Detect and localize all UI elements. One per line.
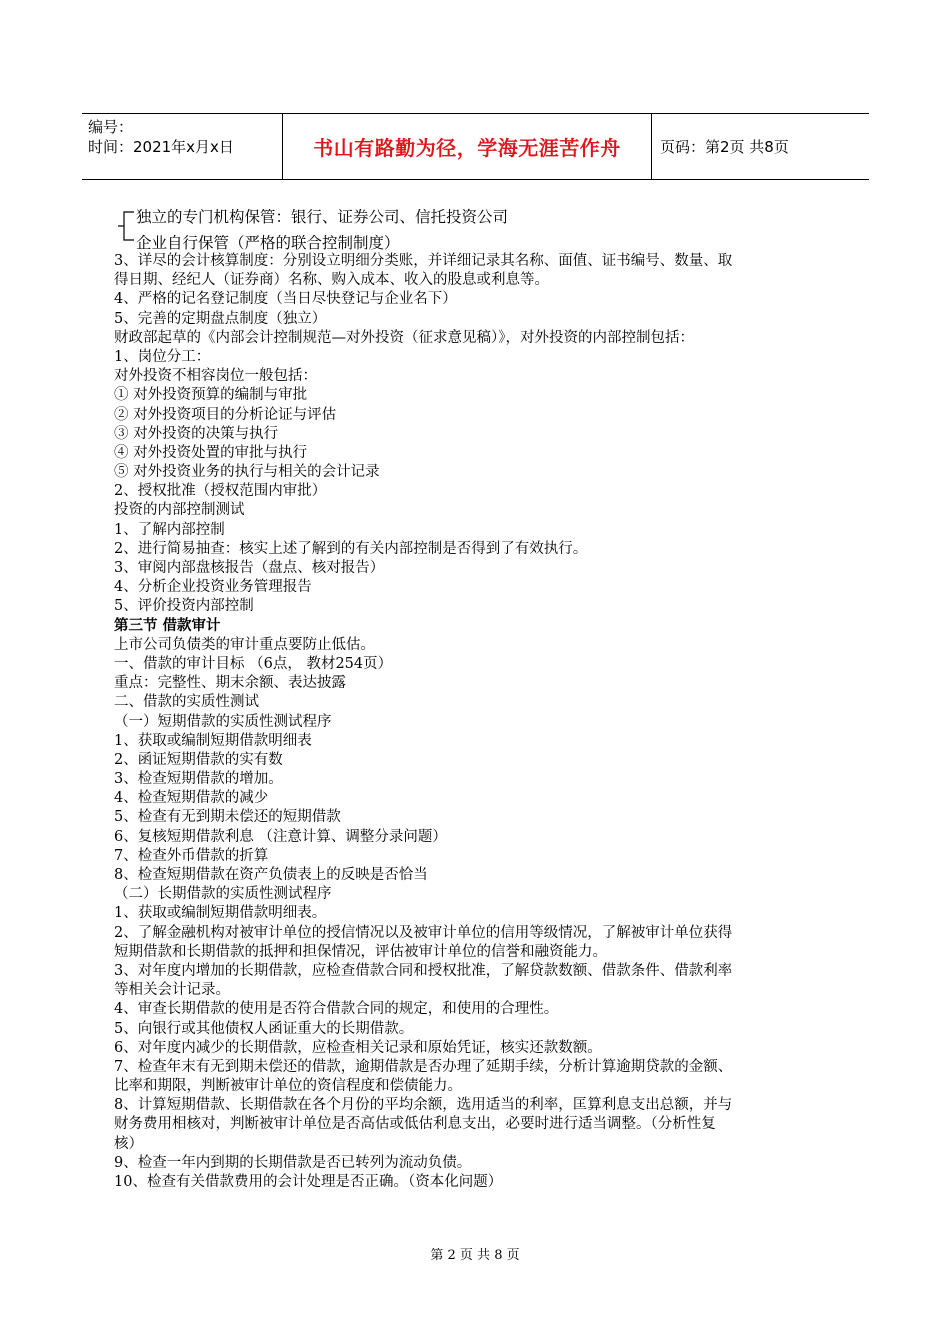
text-line: 3、详尽的会计核算制度：分别设立明细分类账，并详细记录其名称、面值、证书编号、数量、取	[114, 253, 733, 269]
text-line: 10、检查有关借款费用的会计处理是否正确。（资本化问题）	[114, 1174, 503, 1190]
text-line: 5、向银行或其他债权人函证重大的长期借款。	[114, 1020, 414, 1037]
text-line: 得日期、经纪人（证券商）名称、购入成本、收入的股息或利息等。	[114, 272, 549, 289]
document-body	[114, 252, 842, 1192]
text-line: 比率和期限，判断被审计单位的资信程度和偿债能力。	[114, 1078, 462, 1095]
text-line: ① 对外投资预算的编制与审批	[114, 387, 308, 404]
page-footer: 第 2 页 共 8 页	[430, 1248, 520, 1263]
brace-icon	[116, 206, 136, 246]
text-line: 6、复核短期借款利息 （注意计算、调整分录问题）	[114, 828, 447, 845]
text-line: 投资的内部控制测试	[114, 502, 245, 519]
custody-tree	[116, 202, 636, 254]
text-line: 8、检查短期借款在资产负债表上的反映是否恰当	[114, 867, 428, 883]
text-line: 4、严格的记名登记制度（当日尽快登记与企业名下）	[114, 291, 457, 308]
text-line: 财政部起草的《内部会计控制规范—对外投资（征求意见稿）》，对外投资的内部控制包括：	[114, 329, 694, 346]
text-line: 2、函证短期借款的实有数	[114, 751, 283, 768]
text-line: ③ 对外投资的决策与执行	[114, 425, 279, 442]
text-line: 财务费用相核对，判断被审计单位是否高估或低估利息支出，必要时进行适当调整。（分析性复	[114, 1116, 716, 1133]
text-line: 4、检查短期借款的减少	[114, 790, 269, 807]
text-line: 3、审阅内部盘核报告（盘点、核对报告）	[114, 560, 385, 576]
tree-item-self-custody: 企业自行保管（严格的联合控制制度）	[136, 234, 400, 252]
text-line: 1、岗位分工：	[114, 348, 211, 365]
header-motto: 书山有路勤为径，学海无涯苦作舟	[282, 114, 652, 179]
text-line: 二、借款的实质性测试	[114, 694, 259, 711]
text-line: 一、借款的审计目标 （6点， 教材254页）	[114, 655, 393, 672]
text-line: 1、了解内部控制	[114, 521, 225, 538]
text-line: 5、完善的定期盘点制度（独立）	[114, 310, 327, 327]
text-line: （一）短期借款的实质性测试程序	[114, 713, 332, 730]
text-line: ② 对外投资项目的分析论证与评估	[114, 406, 337, 423]
text-line: 核）	[114, 1135, 143, 1152]
header-left-cell	[82, 114, 282, 179]
text-line: ④ 对外投资处置的审批与执行	[114, 444, 308, 461]
text-line: ⑤ 对外投资业务的执行与相关的会计记录	[114, 464, 380, 481]
text-line: 9、检查一年内到期的长期借款是否已转列为流动负债。	[114, 1154, 472, 1171]
text-line: 6、对年度内减少的长期借款，应检查相关记录和原始凭证，核实还款数额。	[114, 1039, 602, 1056]
text-line: 5、评价投资内部控制	[114, 598, 254, 615]
text-line: （二）长期借款的实质性测试程序	[114, 886, 332, 903]
text-line: 7、检查外币借款的折算	[114, 847, 269, 864]
text-line: 上市公司负债类的审计重点要防止低估。	[114, 636, 375, 653]
header-page-label: 页码：第2页 共8页	[660, 138, 789, 156]
tree-item-independent-custody: 独立的专门机构保管：银行、证券公司、信托投资公司	[136, 208, 509, 226]
text-line: 4、分析企业投资业务管理报告	[114, 579, 312, 596]
text-line: 等相关会计记录。	[114, 982, 230, 999]
text-line: 2、了解金融机构对被审计单位的授信情况以及被审计单位的信用等级情况，了解被审计单位获得	[114, 924, 733, 941]
text-line: 8、计算短期借款、长期借款在各个月份的平均余额，选用适当的利率，匡算利息支出总额，并与	[114, 1097, 733, 1114]
text-line: 短期借款和长期借款的抵押和担保情况，评估被审计单位的信誉和融资能力。	[114, 943, 607, 960]
text-line: 重点：完整性、期末余额、表达披露	[114, 675, 346, 692]
document-time-label: 时间：2021年x月x日	[88, 138, 234, 156]
text-line: 2、授权批准（授权范围内审批）	[114, 483, 327, 500]
text-line: 7、检查年末有无到期未偿还的借款，逾期借款是否办理了延期手续，分析计算逾期贷款的金额、	[114, 1058, 733, 1075]
text-line: 4、审查长期借款的使用是否符合借款合同的规定，和使用的合理性。	[114, 1001, 559, 1018]
text-line: 1、获取或编制短期借款明细表。	[114, 905, 327, 922]
section-heading: 第三节 借款审计	[114, 617, 221, 634]
document-number-label: 编号：	[88, 118, 134, 136]
text-line: 3、对年度内增加的长期借款，应检查借款合同和授权批准，了解贷款数额、借款条件、借款利率	[114, 962, 733, 979]
text-line: 5、检查有无到期未偿还的短期借款	[114, 809, 341, 826]
text-line: 2、进行简易抽查：核实上述了解到的有关内部控制是否得到了有效执行。	[114, 540, 588, 557]
text-line: 1、获取或编制短期借款明细表	[114, 732, 312, 749]
header-table	[82, 113, 869, 180]
text-line: 对外投资不相容岗位一般包括：	[114, 368, 317, 385]
text-line: 3、检查短期借款的增加。	[114, 771, 283, 788]
